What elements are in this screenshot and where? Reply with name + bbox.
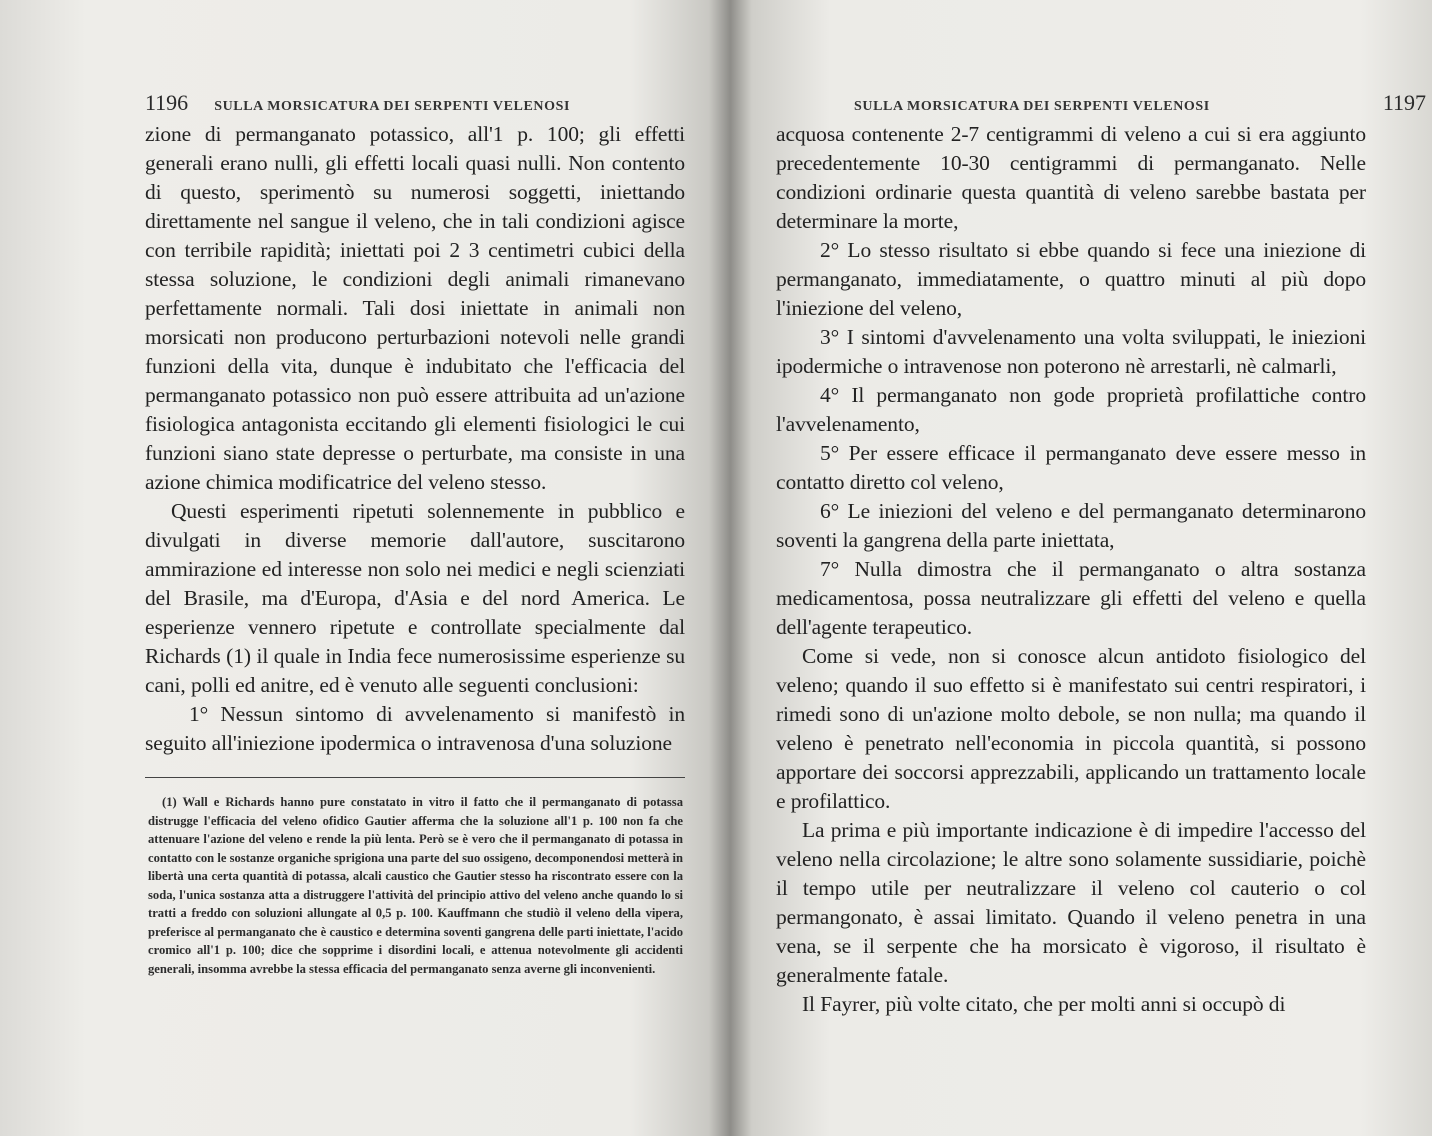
body-text xyxy=(776,120,1366,1019)
footnote-text: (1) Wall e Richards hanno pure constatato in vitro il fatto che il permanganato di potassa distrugge l'efficacia del veleno ofidico Gautier afferma che la soluzione all'1 p. 100 non fa che attenuare l'azione del veleno e rende la più lenta. Però se è vero che il permanganato di potassa in contatto con le sostanze organiche sprigiona una parte del suo ossigeno, decomponendosi metterà in libertà una certa quantità di potassa, alcali caustico che Gautier stesso ha riscontrato essere con la soda, l'unica sostanza atta a distruggere l'attività del principio attivo del veleno anche quando lo si tratti a freddo con soluzioni allungate al 0,5 p. 100. Kauffmann che studiò il veleno della vipera, preferisce al permanganato che è caustico e determina soventi gangrena delle parti iniettate, l'acido cromico all'1 p. 100; dice che sopprime i disordini locali, e attenua notevolmente gli accidenti generali, insomma avrebbe la stessa efficacia del permanganato senza averne gli inconvenienti. xyxy=(148,795,683,976)
paragraph: 7° Nulla dimostra che il permanganato o altra sostanza medicamentosa, possa neutralizzare gli effetti del veleno e quella dell'agente terapeutico. xyxy=(776,557,1366,639)
paragraph: 3° I sintomi d'avvelenamento una volta sviluppati, le iniezioni ipodermiche o intravenose non poterono nè arrestarli, nè calmarli, xyxy=(776,325,1366,378)
paragraph: 4° Il permanganato non gode proprietà profilattiche contro l'avvelenamento, xyxy=(776,383,1366,436)
page-number: 1196 xyxy=(145,90,189,115)
page-header xyxy=(145,90,685,114)
paragraph: Il Fayrer, più volte citato, che per molti anni si occupò di xyxy=(802,992,1286,1016)
page-number: 1197 xyxy=(1382,90,1426,115)
running-head: SULLA MORSICATURA DEI SERPENTI VELENOSI xyxy=(214,99,571,114)
right-page xyxy=(716,0,1432,1136)
running-head: SULLA MORSICATURA DEI SERPENTI VELENOSI xyxy=(854,99,1210,114)
paragraph: Questi esperimenti ripetuti solennemente in pubblico e divulgati in diverse memorie dall'autore, suscitarono ammirazione ed interesse non solo nei medici e negli scienziati del Brasile, ma d'Europa, d'Asia e del nord America. Le esperienze vennero ripetute e controllate specialmente dal Richards (1) il quale in India fece numerosissime esperienze su cani, polli ed anitre, ed è venuto alle seguenti conclusioni: xyxy=(145,499,685,697)
paragraph: Come si vede, non si conosce alcun antidoto fisiologico del veleno; quando il suo effetto si è manifestato sui centri respiratori, i rimedi sono di un'azione molto debole, se non nulla; ma quando il veleno è penetrato nell'economia in piccola quantità, si possono apportare dei soccorsi apprezzabili, applicando un trattamento locale e profilattico. xyxy=(776,644,1366,813)
paragraph: 2° Lo stesso risultato si ebbe quando si fece una iniezione di permanganato, immediatamente, o quattro minuti al più dopo l'iniezione del veleno, xyxy=(776,238,1366,320)
body-text xyxy=(145,120,685,758)
paragraph: zione di permanganato potassico, all'1 p. 100; gli effetti generali erano nulli, gli effetti locali quasi nulli. Non contento di questo, sperimentò su numerosi soggetti, iniettando direttamente nel sangue il veleno, che in tali condizioni agisce con terribile rapidità; iniettati poi 2 3 centimetri cubici della stessa soluzione, le condizioni degli animali rimanevano perfettamente normali. Tali dosi iniettate in animali non morsicati non producono perturbazioni notevoli nelle grandi funzioni della vita, dunque è indubitato che l'efficacia del permanganato potassico non può essere attribuita ad un'azione fisiologica antagonista eccitando gli elementi fisiologici le cui funzioni siano state depresse o perturbate, ma consiste in una azione chimica modificatrice del veleno stesso. xyxy=(145,122,685,494)
paragraph: 6° Le iniezioni del veleno e del permanganato determinarono soventi la gangrena della parte iniettata, xyxy=(776,499,1366,552)
paragraph: La prima e più importante indicazione è di impedire l'accesso del veleno nella circolazione; le altre sono solamente sussidiarie, poichè il tempo utile per neutralizzare il veleno col cauterio o col permangonato, è assai limitato. Quando il veleno penetra in una vena, se il serpente che ha morsicato è vigoroso, il risultato è generalmente fatale. xyxy=(776,818,1366,987)
paragraph: 5° Per essere efficace il permanganato deve essere messo in contatto diretto col veleno, xyxy=(776,441,1366,494)
paragraph: acquosa contenente 2-7 centigrammi di veleno a cui si era aggiunto precedentemente 10-30 centigrammi di permanganato. Nelle condizioni ordinarie questa quantità di veleno sarebbe bastata per determinare la morte, xyxy=(776,122,1366,233)
footnote-rule xyxy=(145,777,685,778)
paragraph: 1° Nessun sintomo di avvelenamento si manifestò in seguito all'iniezione ipodermica o intravenosa d'una soluzione xyxy=(145,702,685,755)
footnote xyxy=(148,793,683,978)
page-header xyxy=(854,90,1426,114)
